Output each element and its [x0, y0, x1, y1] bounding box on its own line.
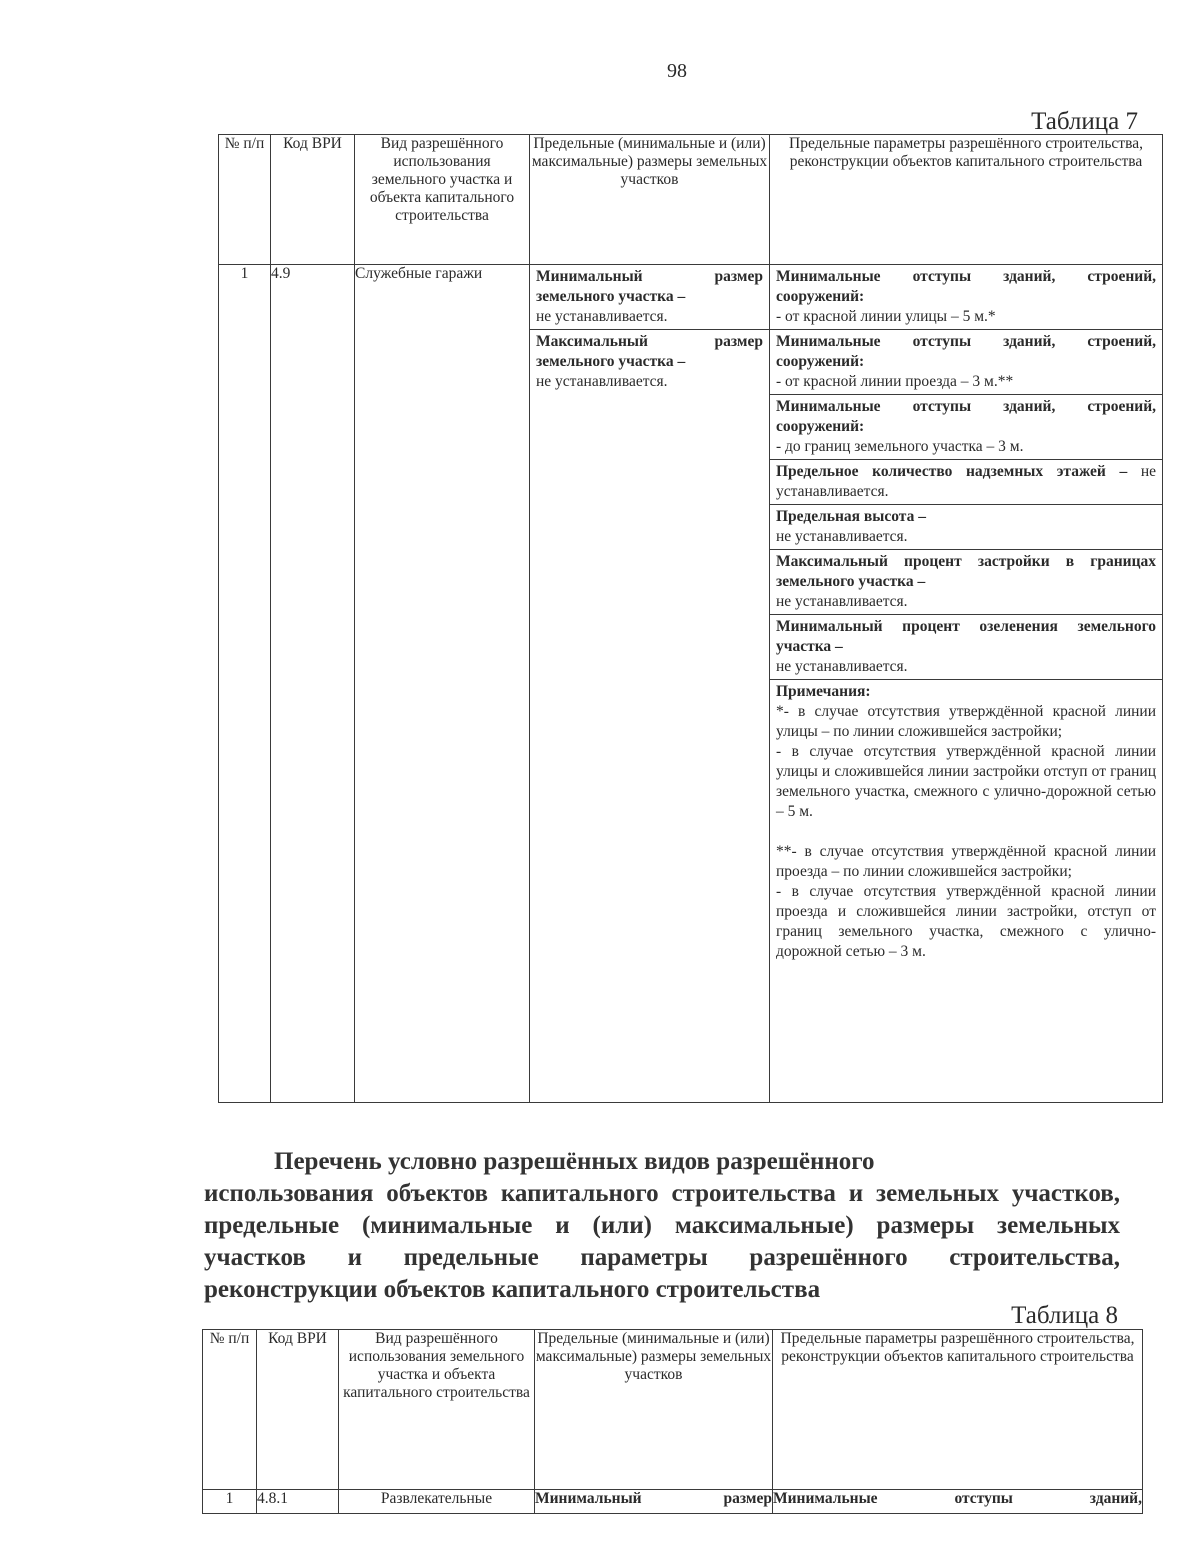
param-value: не устанавливается. — [776, 658, 908, 675]
row-sizes — [530, 265, 770, 1103]
param-value: - до границ земельного участка – 3 м. — [776, 438, 1024, 455]
param-value: - от красной линии проезда – 3 м.** — [776, 373, 1014, 390]
row-code: 4.8.1 — [257, 1490, 339, 1514]
size-min-value: не устанавливается. — [536, 308, 668, 325]
table-8-caption: Таблица 8 — [1011, 1302, 1118, 1329]
notes-title: Примечания: — [776, 683, 871, 700]
param-block — [770, 550, 1162, 615]
row-num: 1 — [203, 1490, 257, 1514]
row-num: 1 — [219, 265, 271, 1103]
header-num: № п/п — [219, 135, 271, 265]
note-paragraph: - в случае отсутствия утверждённой красной линии улицы и сложившейся линии застройки отступ от границ земельного участка, смежного с улично-дорожной сетью – 5 м. — [776, 743, 1156, 820]
header-code: Код ВРИ — [257, 1330, 339, 1490]
row-params — [770, 265, 1163, 1103]
heading-line-1: Перечень условно разрешённых видов разрешённого — [274, 1148, 875, 1175]
param-value: не устанавливается. — [776, 528, 908, 545]
table-7 — [218, 134, 1163, 1103]
param-title: Максимальный процент застройки в границах земельного участка – — [776, 553, 1156, 590]
row-params: Минимальные отступы зданий, — [773, 1490, 1143, 1514]
param-block — [770, 265, 1162, 330]
row-code: 4.9 — [271, 265, 355, 1103]
header-params: Предельные параметры разрешённого строительства, реконструкции объектов капитального строительства — [770, 135, 1163, 265]
header-type: Вид разрешённого использования земельного участка и объекта капитального строительства — [339, 1330, 535, 1490]
param-block — [770, 460, 1162, 505]
param-title: Минимальные отступы зданий, строений, сооружений: — [776, 268, 1156, 305]
header-size: Предельные (минимальные и (или) максимальные) размеры земельных участков — [530, 135, 770, 265]
param-title: Минимальные отступы зданий, строений, сооружений: — [776, 333, 1156, 370]
param-value: не устанавливается. — [776, 463, 1157, 500]
size-max-block — [530, 330, 769, 394]
param-value: - от красной линии улицы – 5 м.* — [776, 308, 996, 325]
table-row — [203, 1490, 1143, 1514]
param-title: Минимальный процент озеленения земельного участка – — [776, 618, 1156, 655]
size-max-value: не устанавливается. — [536, 373, 668, 390]
table-7-header-row — [219, 135, 1163, 265]
param-title: Минимальные отступы зданий, строений, сооружений: — [776, 398, 1156, 435]
row-type: Развлекательные — [339, 1490, 535, 1514]
header-size: Предельные (минимальные и (или) максимальные) размеры земельных участков — [535, 1330, 773, 1490]
row-size: Минимальный размер — [535, 1490, 773, 1514]
size-min-block — [530, 265, 769, 330]
param-title: Предельное количество надземных этажей – — [776, 463, 1128, 480]
param-value: не устанавливается. — [776, 593, 908, 610]
header-params: Предельные параметры разрешённого строительства, реконструкции объектов капитального строительства — [773, 1330, 1143, 1490]
header-code: Код ВРИ — [271, 135, 355, 265]
header-type: Вид разрешённого использования земельного участка и объекта капитального строительства — [355, 135, 530, 265]
table-8-header-row — [203, 1330, 1143, 1490]
table-8 — [202, 1329, 1143, 1514]
note-paragraph: - в случае отсутствия утверждённой красной линии проезда и сложившейся линии застройки, отступ от границ земельного участка, смежного с улично-дорожной сетью – 3 м. — [776, 883, 1156, 960]
section-heading — [204, 1146, 1120, 1306]
note-paragraph: **- в случае отсутствия утверждённой красной линии проезда – по линии сложившейся застройки; — [776, 843, 1156, 880]
param-block — [770, 330, 1162, 395]
size-max-title: Максимальный размер земельного участка – — [536, 333, 763, 370]
table-row — [219, 265, 1163, 1103]
header-num: № п/п — [203, 1330, 257, 1490]
param-block — [770, 615, 1162, 680]
param-title: Предельная высота – — [776, 508, 926, 525]
note-paragraph: *- в случае отсутствия утверждённой красной линии улицы – по линии сложившейся застройки; — [776, 703, 1156, 740]
param-block — [770, 505, 1162, 550]
page-number: 98 — [667, 60, 687, 82]
param-block — [770, 395, 1162, 460]
size-min-title: Минимальный размер земельного участка – — [536, 268, 763, 305]
table-7-caption: Таблица 7 — [1031, 108, 1138, 135]
heading-rest: использования объектов капитального строительства и земельных участков, предельные (минимальные и (или) максимальные) размеры земельных участков и предельные параметры разрешённого строительства, реконструкции объектов капитального строительства — [204, 1180, 1120, 1303]
row-type: Служебные гаражи — [355, 265, 530, 1103]
notes-block — [770, 680, 1162, 964]
